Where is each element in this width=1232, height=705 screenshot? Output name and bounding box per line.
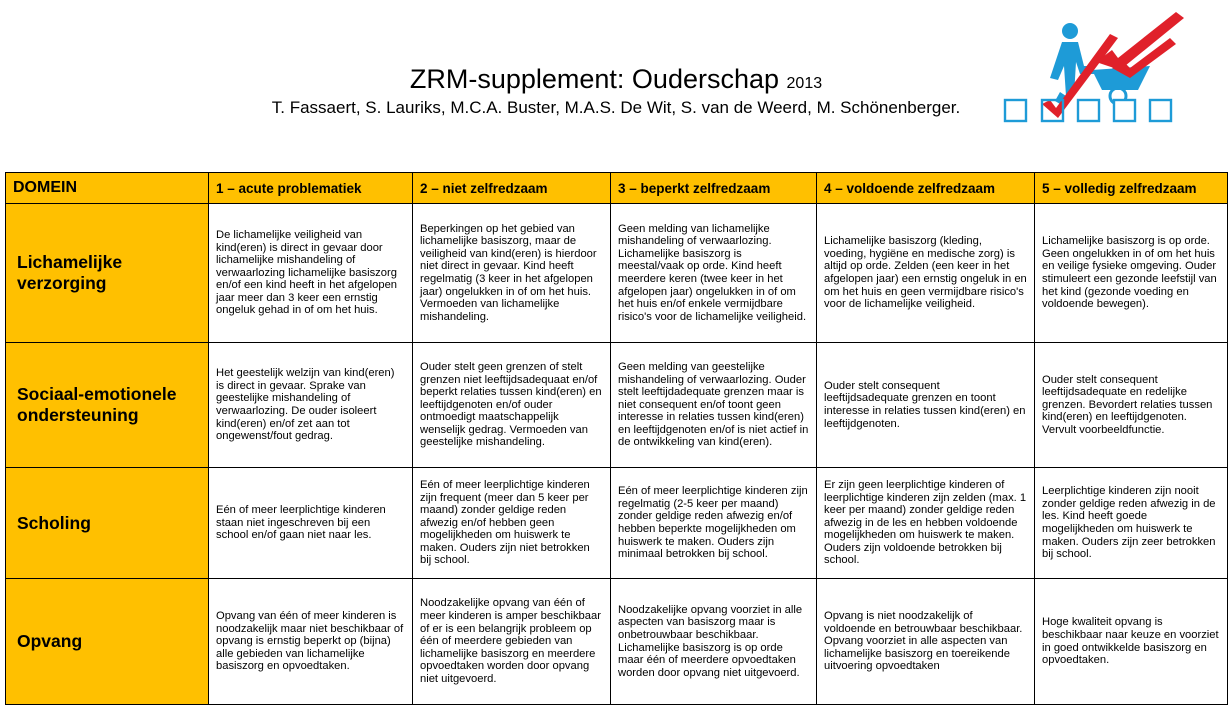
table-cell: Ouder stelt consequent leeftijdsadequate grenzen en toont interesse in relaties tussen kind(eren) en leeftijdgenoten. — [817, 343, 1035, 468]
column-header-2: 2 – niet zelfredzaam — [413, 173, 611, 204]
table-cell: Er zijn geen leerplichtige kinderen of leerplichtige kinderen zijn zelden (max. 1 keer per maand) zonder geldige reden afwezig in de les en hebben voldoende mogelijkheden om huiswerk te maken. Ouders zijn voldoende betrokken bij school. — [817, 468, 1035, 579]
table-cell: Noodzakelijke opvang van één of meer kinderen is amper beschikbaar of er is een belangrijk probleem op één of meerdere gebieden van lichamelijke basiszorg en meerdere opvoedtaken worden door opvang niet uitgevoerd. — [413, 579, 611, 705]
column-header-5: 5 – volledig zelfredzaam — [1035, 173, 1228, 204]
logo-person-head — [1062, 23, 1078, 39]
logo-box-3 — [1078, 100, 1099, 121]
table-cell: Eén of meer leerplichtige kinderen zijn frequent (meer dan 5 keer per maand) zonder geldige reden afwezig en/of hebben geen mogelijkheden om huiswerk te maken. Ouders zijn niet betrokken bij school. — [413, 468, 611, 579]
table-cell: Geen melding van geestelijke mishandeling of verwaarlozing. Ouder stelt leeftijdadequate grenzen maar is niet consequent en/of toont geen interesse in relaties tussen kind(eren) en leeftijdgenoten en/of is niet actief in de ontwikkeling van kind(eren). — [611, 343, 817, 468]
table-cell: Het geestelijk welzijn van kind(eren) is direct in gevaar. Sprake van geestelijke mishandeling of verwaarlozing. De ouder isoleert kind(eren) en/of zet aan tot ongewenst/fout gedrag. — [209, 343, 413, 468]
domain-name: Sociaal-emotionele ondersteuning — [6, 343, 209, 468]
table-row — [6, 204, 1228, 343]
table-cell: Noodzakelijke opvang voorziet in alle aspecten van basiszorg maar is onbetrouwbaar beschikbaar. Lichamelijke basiszorg is op orde maar één of meerdere opvoedtaken worden door opvang niet uitgevoerd. — [611, 579, 817, 705]
logo-box-5 — [1150, 100, 1171, 121]
table-row — [6, 468, 1228, 579]
domain-name: Opvang — [6, 579, 209, 705]
table-cell: Eén of meer leerplichtige kinderen staan niet ingeschreven bij een school en/of gaan niet naar les. — [209, 468, 413, 579]
logo-box-1 — [1005, 100, 1026, 121]
domain-name: Scholing — [6, 468, 209, 579]
authors: T. Fassaert, S. Lauriks, M.C.A. Buster, M.A.S. De Wit, S. van de Weerd, M. Schönenberger. — [271, 98, 961, 117]
table-cell: De lichamelijke veiligheid van kind(eren) is direct in gevaar door lichamelijke mishandeling of verwaarlozing lichamelijke basiszorg en/of een kind heeft in het afgelopen jaar meer dan 3 keer een ernstig ongeluk gehad in of om het huis. — [209, 204, 413, 343]
table-row — [6, 343, 1228, 468]
table-cell: Beperkingen op het gebied van lichamelijke basiszorg, maar de veiligheid van kind(eren) is hierdoor niet direct in gevaar. Kind heeft regelmatig (3 keer in het afgelopen jaar) ongelukken in of om het huis. Vermoeden van lichamelijke mishandeling. — [413, 204, 611, 343]
title-year: 2013 — [786, 75, 823, 92]
column-header-3: 3 – beperkt zelfredzaam — [611, 173, 817, 204]
table-row — [6, 579, 1228, 705]
table-cell: Ouder stelt consequent leeftijdsadequate en redelijke grenzen. Bevordert relaties tussen kind(eren) en leeftijdgenoten. Vervult voorbeeldfunctie. — [1035, 343, 1228, 468]
table-cell: Leerplichtige kinderen zijn nooit zonder geldige reden afwezig in de les. Kind heeft goede mogelijkheden om huiswerk te maken. Ouders zijn zeer betrokken bij school. — [1035, 468, 1228, 579]
table-cell: Ouder stelt geen grenzen of stelt grenzen niet leeftijdsadequaat en/of beperkt relaties tussen kind(eren) en leeftijdgenoten en/of ouder ontmoedigt maatschappelijk wenselijk gedrag. Vermoeden van geestelijke mishandeling. — [413, 343, 611, 468]
table-cell: Lichamelijke basiszorg (kleding, voeding, hygiëne en medische zorg) is altijd op orde. Zelden (een keer in het afgelopen jaar) een ernstig ongeluk in en om het huis en geen vermijdbare risico's voor de lichamelijke veiligheid. — [817, 204, 1035, 343]
table-cell: Eén of meer leerplichtige kinderen zijn regelmatig (2-5 keer per maand) zonder geldige reden afwezig en/of hebben beperkte mogelijkheden om huiswerk te maken. Ouders zijn minimaal betrokken bij school. — [611, 468, 817, 579]
zrm-matrix — [5, 172, 1228, 705]
logo-box-4 — [1114, 100, 1135, 121]
table-cell: Hoge kwaliteit opvang is beschikbaar naar keuze en voorziet in goed ontwikkelde basiszorg en opvoedtaken. — [1035, 579, 1228, 705]
table-cell: Lichamelijke basiszorg is op orde. Geen ongelukken in of om het huis en veilige fysieke omgeving. Ouder stimuleert een gezonde leefstijl van het kind (gezonde voeding en voldoende bewegen). — [1035, 204, 1228, 343]
column-header-1: 1 – acute problematiek — [209, 173, 413, 204]
zrm-logo — [1000, 4, 1200, 126]
title-text: ZRM-supplement: Ouderschap — [409, 64, 780, 94]
table-cell: Opvang van één of meer kinderen is noodzakelijk maar niet beschikbaar of opvang is ernstig beperkt op (bijna) alle gebieden van lichamelijke basiszorg en opvoedtaken. — [209, 579, 413, 705]
table-cell: Opvang is niet noodzakelijk of voldoende en betrouwbaar beschikbaar. Opvang voorziet in alle aspecten van lichamelijke basiszorg en toereikende uitvoering opvoedtaken — [817, 579, 1035, 705]
table-cell: Geen melding van lichamelijke mishandeling of verwaarlozing. Lichamelijke basiszorg is meestal/vaak op orde. Kind heeft meerdere keren (twee keer in het afgelopen jaar) ongelukken in of om het huis en/of enkele vermijdbare risico's voor de lichamelijke veiligheid. — [611, 204, 817, 343]
header-row — [6, 173, 1228, 204]
domain-name: Lichamelijke verzorging — [6, 204, 209, 343]
column-header-4: 4 – voldoende zelfredzaam — [817, 173, 1035, 204]
domain-header: DOMEIN — [6, 173, 209, 204]
